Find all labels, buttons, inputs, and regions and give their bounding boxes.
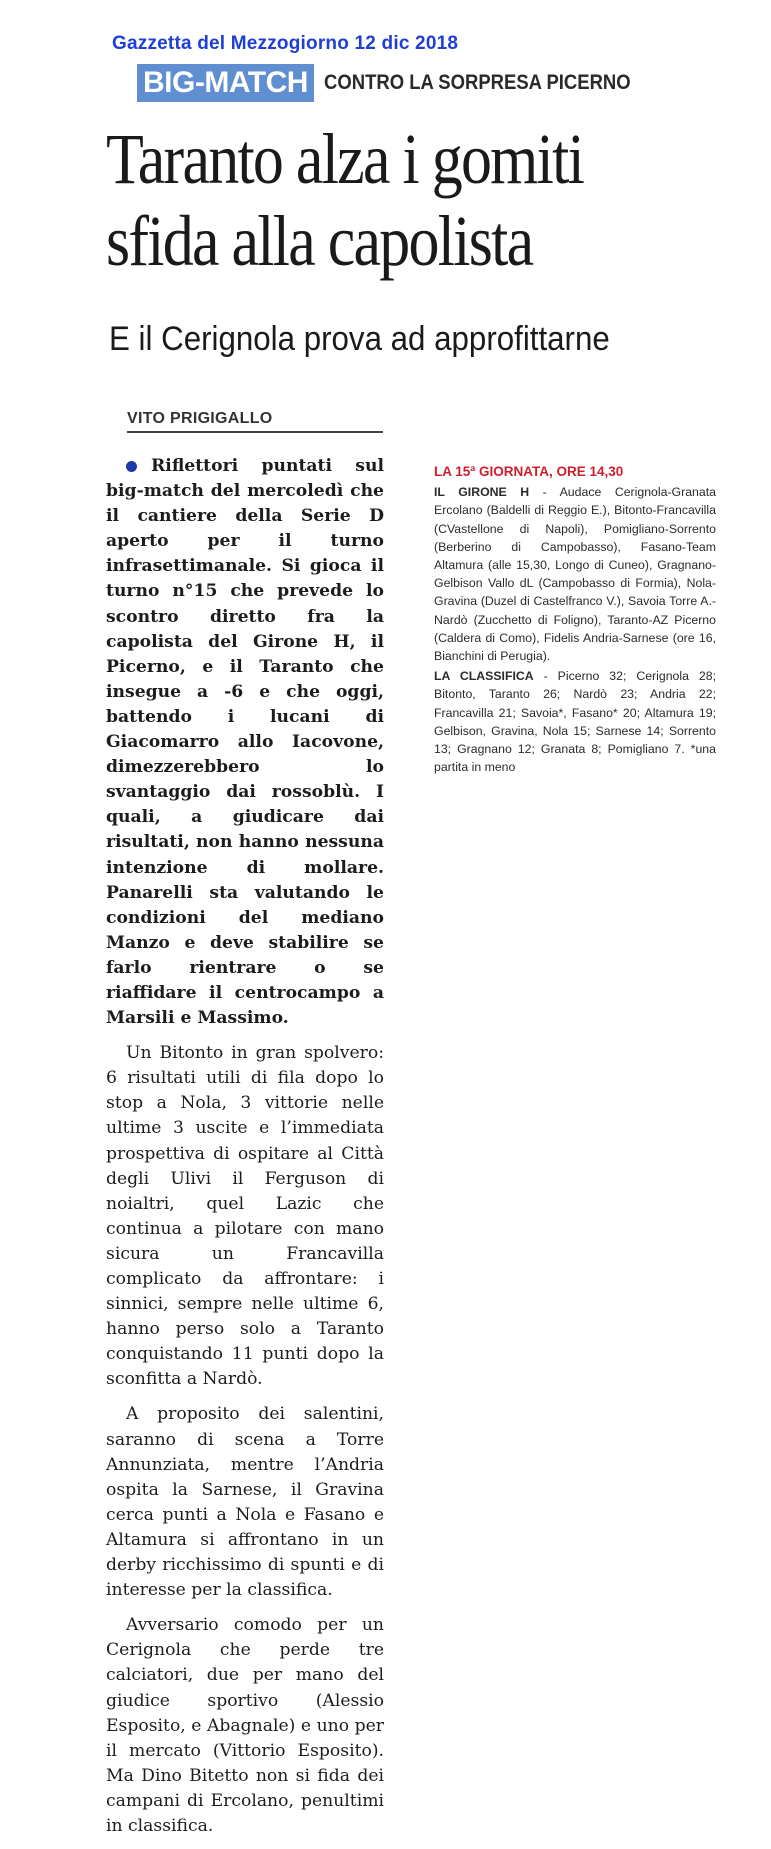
- sidebar-standings-lead: LA CLASSIFICA: [434, 669, 534, 684]
- headline: [106, 118, 583, 282]
- kicker-tag: BIG-MATCH: [137, 64, 314, 102]
- article-body: [106, 454, 384, 1849]
- kicker-text: CONTRO LA SORPRESA PICERNO: [323, 71, 631, 94]
- article-paragraph-text: Riflettori puntati sul big-match del mercoledì che il cantiere della Serie D aperto per il turno infrasettimanale. Si gioca il turno n°15 che prevede lo scontro diretto fra la capolista del Girone H, il Picerno, e il Taranto che insegue a -6 e che oggi, battendo i lucani di Giacomarro allo Iacovone, dimezzerebbero lo svantaggio dai rossoblù. I quali, a giudicare dai risultati, non hanno nessuna intenzione di mollare. Panarelli sta valutando le condizioni del mediano Manzo e deve stabilire se farlo rientrare o se riaffidare il centrocampo a Marsili e Massimo.: [106, 456, 384, 1029]
- article-paragraph: [106, 454, 384, 1031]
- sidebar-title: LA 15ª GIORNATA, ORE 14,30: [434, 464, 624, 479]
- sidebar-fixtures: [434, 483, 716, 665]
- bullet-icon: [126, 461, 137, 472]
- sidebar-box: [434, 463, 716, 778]
- headline-line-1: Taranto alza i gomiti: [106, 119, 584, 199]
- article-paragraph: A proposito dei salentini, saranno di scena a Torre Annunziata, mentre l’Andria ospita la Sarnese, il Gravina cerca punti a Nola e Fasano e Altamura si affrontano in un derby ricchissimo di spunti e di interesse per la classifica.: [106, 1404, 384, 1601]
- sidebar-standings: [434, 667, 716, 776]
- article-paragraph: Avversario comodo per un Cerignola che perde tre calciatori, due per mano del giudice sportivo (Alessio Esposito, e Abagnale) e uno per il mercato (Vittorio Esposito). Ma Dino Bitetto non si fida dei campani di Ercolano, penultimi in classifica.: [106, 1615, 384, 1836]
- source-line: Gazzetta del Mezzogiorno 12 dic 2018: [112, 33, 459, 54]
- sidebar-standings-text: - Picerno 32; Cerignola 28; Bitonto, Taranto 26; Nardò 23; Andria 22; Francavilla 21; Savoia*, Fasano* 20; Altamura 19; Gelbison, Gravina, Nola 15; Sarnese 14; Sorrento 13; Gragnano 12; Granata 8; Pomigliano 7. *una partita in meno: [434, 669, 716, 775]
- byline: VITO PRIGIGALLO: [127, 410, 383, 433]
- article-paragraph: Un Bitonto in gran spolvero: 6 risultati utili di fila dopo lo stop a Nola, 3 vittorie nelle ultime 3 uscite e l’immediata prospettiva di ospitare al Città degli Ulivi il Ferguson di noialtri, quel Lazic che continua a pilotare con mano sicura un Francavilla complicato da affrontare: i sinnici, sempre nelle ultime 6, hanno perso solo a Taranto conquistando 11 punti dopo la sconfitta a Nardò.: [106, 1043, 384, 1390]
- sidebar-fixtures-lead: IL GIRONE H: [434, 485, 530, 500]
- sidebar-fixtures-text: - Audace Cerignola-Granata Ercolano (Baldelli di Reggio E.), Bitonto-Francavilla (CVastellone di Napoli), Pomigliano-Sorrento (Berberino di Campobasso), Fasano-Team Altamura (alle 15,30, Longo di Cuneo), Gragnano-Gelbison Vallo dL (Campobasso di Formia), Nola-Gravina (Duzel di Castelfranco V.), Savoia Torre A.-Nardò (Zucchetto di Foligno), Taranto-AZ Picerno (Caldera di Como), Fidelis Andria-Sarnese (ore 16, Bianchini di Perugia).: [434, 485, 716, 664]
- headline-line-2: sfida alla capolista: [106, 201, 533, 281]
- kicker: [137, 64, 672, 102]
- subheadline: E il Cerignola prova ad approfittarne: [109, 320, 610, 358]
